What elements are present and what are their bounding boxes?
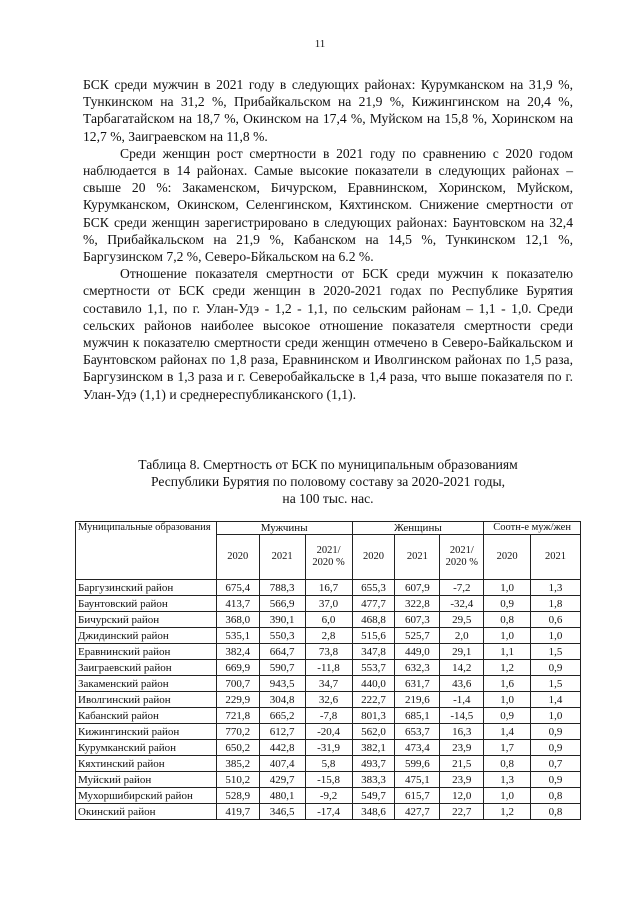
row-name: Курумканский район: [76, 740, 217, 756]
table-row: [76, 644, 581, 660]
cell-m2020: 721,8: [216, 708, 259, 724]
cell-wch: 16,3: [440, 724, 484, 740]
cell-w2020: 468,8: [352, 612, 395, 628]
cell-r2021: 1,8: [531, 596, 581, 612]
body-text: [83, 76, 573, 403]
table-row: [76, 676, 581, 692]
paragraph-3: Отношение показателя смертности от БСК среди мужчин к показателю смертности от БСК среди женщин в 2020-2021 годах по Республике Бурятия составило 1,1, по г. Улан-Удэ - 1,2 - 1,1, по сельским районам – 1,1 - 1,0. Среди сельских районов наиболее высокое отношение показателя смертности среди мужчин к показателю смертности среди женщин отмечено в Северо-Байкальском и Баунтовском районах по 1,8 раза, Еравнинском и Иволгинском районах по 1,5 раза, Баргузинском в 1,3 раза и г. Северобайкальске в 1,4 раза, что выше показателя по г. Улан-Удэ (1,1) и среднереспубликанского (1,1).: [83, 266, 573, 402]
cell-mch: -20,4: [305, 724, 352, 740]
table-row: [76, 660, 581, 676]
cell-wch: -1,4: [440, 692, 484, 708]
cell-m2021: 442,8: [259, 740, 305, 756]
cell-w2020: 515,6: [352, 628, 395, 644]
cell-w2020: 549,7: [352, 788, 395, 804]
header-women-change: 2021/ 2020 %: [440, 535, 484, 580]
cell-r2020: 0,8: [484, 756, 531, 772]
row-name: Иволгинский район: [76, 692, 217, 708]
cell-m2021: 943,5: [259, 676, 305, 692]
cell-m2020: 385,2: [216, 756, 259, 772]
cell-m2021: 788,3: [259, 580, 305, 596]
caption-line-3: на 100 тыс. нас.: [282, 491, 374, 507]
cell-m2021: 664,7: [259, 644, 305, 660]
cell-w2021: 322,8: [395, 596, 440, 612]
cell-w2021: 653,7: [395, 724, 440, 740]
cell-w2020: 801,3: [352, 708, 395, 724]
cell-r2020: 1,1: [484, 644, 531, 660]
cell-w2020: 493,7: [352, 756, 395, 772]
cell-wch: 23,9: [440, 740, 484, 756]
header-men-2020: 2020: [216, 535, 259, 580]
caption-line-2: Республики Бурятия по половому составу за 2020-2021 годы,: [150, 474, 506, 490]
table-row: [76, 596, 581, 612]
cell-r2021: 1,5: [531, 644, 581, 660]
cell-r2020: 1,0: [484, 788, 531, 804]
table-row: [76, 804, 581, 820]
row-name: Бичурский район: [76, 612, 217, 628]
cell-mch: 6,0: [305, 612, 352, 628]
header-men-change: 2021/ 2020 %: [305, 535, 352, 580]
cell-m2020: 650,2: [216, 740, 259, 756]
cell-wch: -32,4: [440, 596, 484, 612]
cell-w2021: 475,1: [395, 772, 440, 788]
cell-mch: -31,9: [305, 740, 352, 756]
cell-mch: 34,7: [305, 676, 352, 692]
mortality-table: [75, 521, 581, 820]
cell-m2020: 528,9: [216, 788, 259, 804]
row-name: Баргузинский район: [76, 580, 217, 596]
cell-w2020: 440,0: [352, 676, 395, 692]
cell-wch: 29,5: [440, 612, 484, 628]
cell-w2021: 599,6: [395, 756, 440, 772]
cell-wch: -14,5: [440, 708, 484, 724]
cell-w2020: 477,7: [352, 596, 395, 612]
cell-wch: 29,1: [440, 644, 484, 660]
cell-w2021: 427,7: [395, 804, 440, 820]
cell-r2020: 1,4: [484, 724, 531, 740]
cell-r2021: 0,9: [531, 740, 581, 756]
row-name: Джидинский район: [76, 628, 217, 644]
table-row: [76, 612, 581, 628]
cell-mch: -17,4: [305, 804, 352, 820]
cell-m2021: 550,3: [259, 628, 305, 644]
row-name: Кяхтинский район: [76, 756, 217, 772]
cell-r2021: 0,8: [531, 788, 581, 804]
cell-mch: -15,8: [305, 772, 352, 788]
cell-mch: 37,0: [305, 596, 352, 612]
cell-r2021: 0,6: [531, 612, 581, 628]
header-men: Мужчины: [216, 522, 352, 535]
cell-m2021: 390,1: [259, 612, 305, 628]
table-row: [76, 772, 581, 788]
cell-wch: -7,2: [440, 580, 484, 596]
cell-w2021: 525,7: [395, 628, 440, 644]
cell-r2020: 1,0: [484, 580, 531, 596]
row-name: Еравнинский район: [76, 644, 217, 660]
cell-r2020: 1,3: [484, 772, 531, 788]
cell-m2021: 304,8: [259, 692, 305, 708]
row-name: Кабанский район: [76, 708, 217, 724]
header-ratio-2020: 2020: [484, 535, 531, 580]
cell-r2021: 1,4: [531, 692, 581, 708]
row-name: Муйский район: [76, 772, 217, 788]
cell-r2021: 0,8: [531, 804, 581, 820]
cell-w2021: 607,9: [395, 580, 440, 596]
cell-wch: 43,6: [440, 676, 484, 692]
cell-mch: -9,2: [305, 788, 352, 804]
header-municipality: Муниципальные образования: [76, 522, 217, 580]
cell-r2020: 0,9: [484, 596, 531, 612]
table-row: [76, 740, 581, 756]
cell-w2020: 383,3: [352, 772, 395, 788]
cell-m2020: 382,4: [216, 644, 259, 660]
cell-r2020: 1,7: [484, 740, 531, 756]
table-caption: [83, 456, 573, 508]
cell-m2021: 407,4: [259, 756, 305, 772]
cell-m2021: 590,7: [259, 660, 305, 676]
cell-w2020: 348,6: [352, 804, 395, 820]
page-number: 11: [314, 38, 326, 50]
paragraph-2: Среди женщин рост смертности в 2021 году по сравнению с 2020 годом наблюдается в 14 районах. Самые высокие показатели в следующих районах – свыше 20 %: Закаменском, Бичурском, Еравнинском, Хоринском, Муйском, Курумканском, Окинском, Селенгинском, Кяхтинском. Снижение смертности от БСК среди женщин зарегистрировано в следующих районах: Баунтовском на 32,4 %, Прибайкальском на 21,9 %, Кабанском на 14,5 %, Тункинском 12,1 %, Баргузинском 7,2 %, Северо-Бйкальском на 6.2 %.: [83, 145, 573, 265]
cell-m2020: 770,2: [216, 724, 259, 740]
cell-wch: 23,9: [440, 772, 484, 788]
cell-wch: 14,2: [440, 660, 484, 676]
cell-mch: 16,7: [305, 580, 352, 596]
cell-m2021: 566,9: [259, 596, 305, 612]
table-row: [76, 708, 581, 724]
cell-mch: 5,8: [305, 756, 352, 772]
cell-r2021: 0,9: [531, 660, 581, 676]
cell-r2021: 0,9: [531, 724, 581, 740]
cell-w2021: 219,6: [395, 692, 440, 708]
table-body: [76, 580, 581, 820]
cell-wch: 22,7: [440, 804, 484, 820]
header-ratio-2021: 2021: [531, 535, 581, 580]
cell-w2021: 615,7: [395, 788, 440, 804]
cell-r2021: 1,3: [531, 580, 581, 596]
cell-w2020: 222,7: [352, 692, 395, 708]
table-row: [76, 788, 581, 804]
header-men-2021: 2021: [259, 535, 305, 580]
cell-w2021: 631,7: [395, 676, 440, 692]
cell-m2020: 419,7: [216, 804, 259, 820]
table-row: [76, 580, 581, 596]
header-women-2021: 2021: [395, 535, 440, 580]
cell-r2020: 1,2: [484, 804, 531, 820]
cell-mch: 73,8: [305, 644, 352, 660]
cell-m2020: 535,1: [216, 628, 259, 644]
cell-w2021: 607,3: [395, 612, 440, 628]
cell-m2021: 665,2: [259, 708, 305, 724]
cell-wch: 21,5: [440, 756, 484, 772]
table-row: [76, 724, 581, 740]
cell-m2021: 612,7: [259, 724, 305, 740]
cell-m2020: 413,7: [216, 596, 259, 612]
cell-mch: -7,8: [305, 708, 352, 724]
cell-m2020: 368,0: [216, 612, 259, 628]
cell-r2021: 1,0: [531, 628, 581, 644]
cell-m2021: 429,7: [259, 772, 305, 788]
cell-m2020: 669,9: [216, 660, 259, 676]
cell-r2020: 1,6: [484, 676, 531, 692]
cell-r2020: 0,8: [484, 612, 531, 628]
cell-w2020: 655,3: [352, 580, 395, 596]
cell-r2020: 0,9: [484, 708, 531, 724]
cell-mch: 32,6: [305, 692, 352, 708]
cell-mch: 2,8: [305, 628, 352, 644]
cell-m2020: 700,7: [216, 676, 259, 692]
cell-m2020: 510,2: [216, 772, 259, 788]
cell-r2021: 1,5: [531, 676, 581, 692]
row-name: Мухоршибирский район: [76, 788, 217, 804]
cell-w2020: 382,1: [352, 740, 395, 756]
caption-line-1: Таблица 8. Смертность от БСК по муниципальным образованиям: [138, 457, 518, 472]
cell-r2021: 1,0: [531, 708, 581, 724]
cell-r2021: 0,9: [531, 772, 581, 788]
header-women-2020: 2020: [352, 535, 395, 580]
table-row: [76, 756, 581, 772]
cell-r2020: 1,0: [484, 628, 531, 644]
cell-w2021: 473,4: [395, 740, 440, 756]
cell-wch: 2,0: [440, 628, 484, 644]
row-name: Баунтовский район: [76, 596, 217, 612]
paragraph-1: БСК среди мужчин в 2021 году в следующих районах: Курумканском на 31,9 %, Тункинском на 31,2 %, Прибайкальском на 21,9 %, Кижингинском на 20,4 %, Тарбагатайском на 18,7 %, Окинском на 17,4 %, Муйском на 15,8 %, Хоринском на 12,7 %, Заиграевском на 11,8 %.: [83, 77, 573, 144]
header-ratio: Соотн-е муж/жен: [484, 522, 581, 535]
cell-w2021: 632,3: [395, 660, 440, 676]
cell-m2021: 346,5: [259, 804, 305, 820]
cell-m2020: 675,4: [216, 580, 259, 596]
table-row: [76, 692, 581, 708]
cell-w2020: 553,7: [352, 660, 395, 676]
cell-w2020: 347,8: [352, 644, 395, 660]
cell-m2020: 229,9: [216, 692, 259, 708]
table-row: [76, 628, 581, 644]
cell-r2020: 1,2: [484, 660, 531, 676]
cell-w2020: 562,0: [352, 724, 395, 740]
cell-mch: -11,8: [305, 660, 352, 676]
row-name: Закаменский район: [76, 676, 217, 692]
header-women: Женщины: [352, 522, 484, 535]
cell-m2021: 480,1: [259, 788, 305, 804]
row-name: Окинский район: [76, 804, 217, 820]
cell-w2021: 449,0: [395, 644, 440, 660]
row-name: Кижингинский район: [76, 724, 217, 740]
row-name: Заиграевский район: [76, 660, 217, 676]
cell-wch: 12,0: [440, 788, 484, 804]
cell-w2021: 685,1: [395, 708, 440, 724]
cell-r2020: 1,0: [484, 692, 531, 708]
cell-r2021: 0,7: [531, 756, 581, 772]
